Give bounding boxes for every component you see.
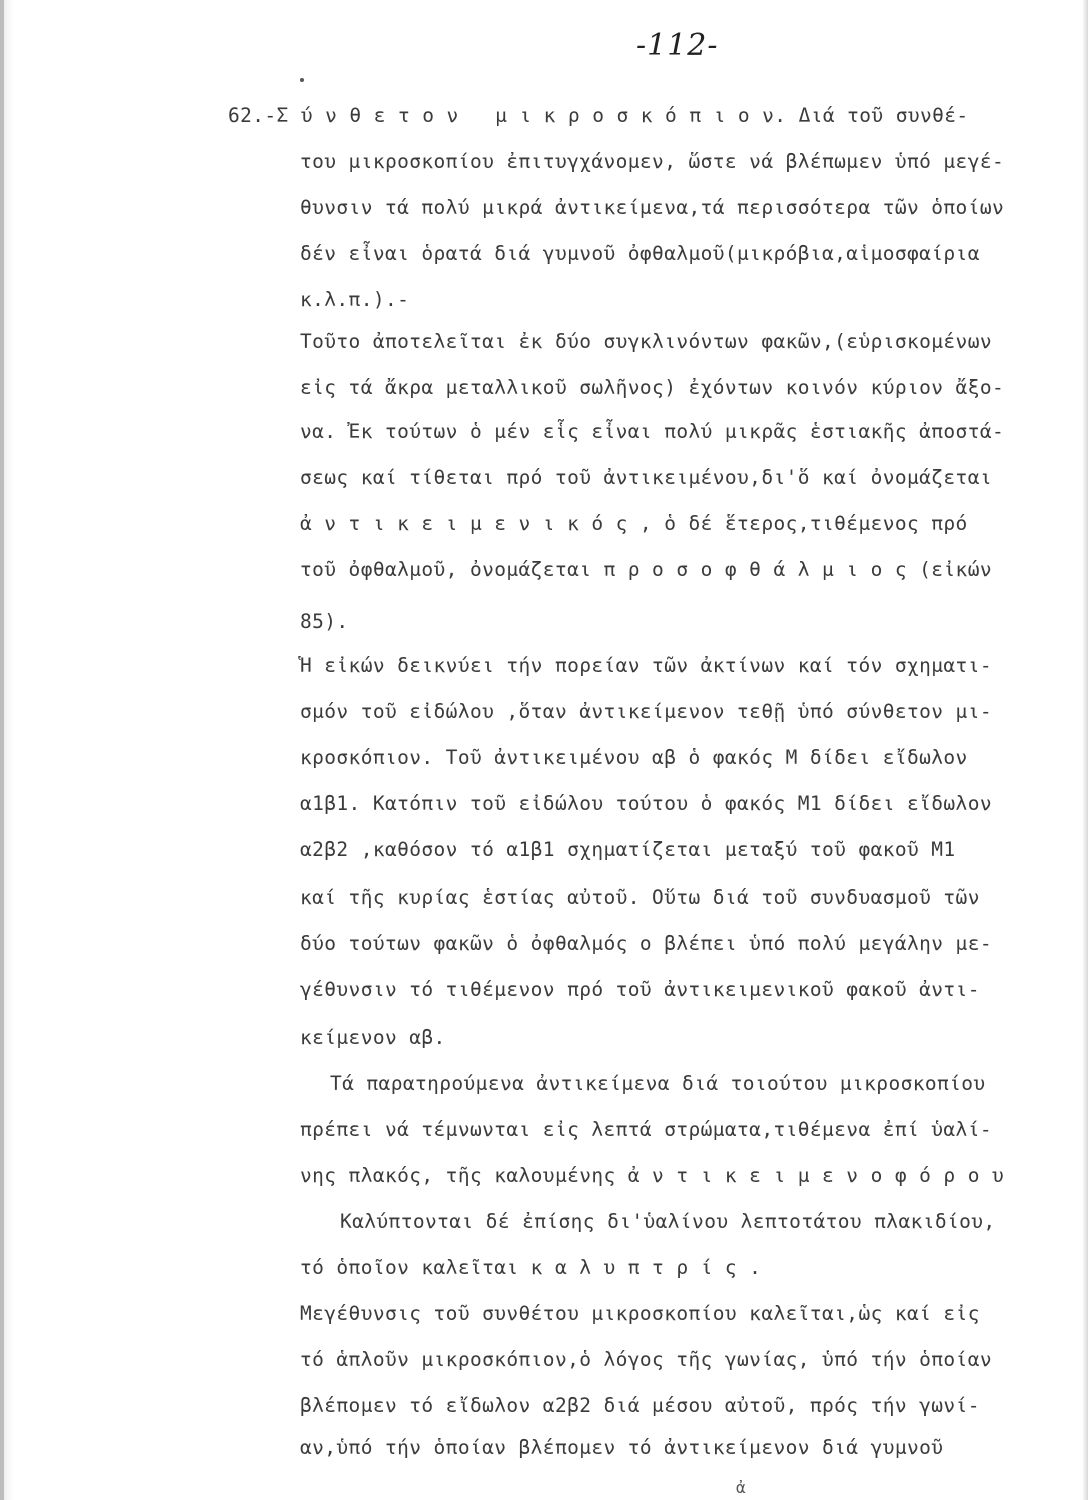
text-line-23: πρέπει νά τέμνωνται εἰς λεπτά στρώματα,τιθέμενα ἐπί ὑαλί-: [300, 1118, 992, 1141]
text-line-7: εἰς τά ἄκρα μεταλλικοῦ σωλῆνος) ἐχόντων κοινόν κύριον ἄξο-: [300, 376, 1005, 399]
text-line-6: Τοῦτο ἀποτελεῖται ἐκ δύο συγκλινόντων φακῶν,(εὑρισκομένων: [300, 330, 992, 353]
bottom-ink-mark: ἀ: [736, 1478, 746, 1497]
text-line-5: κ.λ.π.).-: [300, 288, 410, 311]
text-line-2: του μικροσκοπίου ἐπιτυγχάνομεν, ὥστε νά βλέπωμεν ὑπό μεγέ-: [300, 150, 1005, 173]
text-line-4: δέν εἶναι ὁρατά διά γυμνοῦ ὀφθαλμοῦ(μικρόβια,αἱμοσφαίρια: [300, 242, 980, 265]
text-line-27: Μεγέθυνσις τοῦ συνθέτου μικροσκοπίου καλεῖται,ὡς καί εἰς: [300, 1302, 980, 1325]
text-line-24: νης πλακός, τῆς καλουμένης ἀ ν τ ι κ ε ι μ ε ν ο φ ό ρ ο υ: [300, 1164, 1005, 1187]
text-line-20: γέθυνσιν τό τιθέμενον πρό τοῦ ἀντικειμενικοῦ φακοῦ ἀντι-: [300, 978, 980, 1001]
text-line-15: κροσκόπιον. Τοῦ ἀντικειμένου αβ ὁ φακός Μ δίδει εἴδωλον: [300, 746, 968, 769]
text-line-30: αν,ὑπό τήν ὁποίαν βλέπομεν τό ἀντικείμενον διά γυμνοῦ: [300, 1436, 944, 1459]
text-line-14: σμόν τοῦ εἰδώλου ,ὅταν ἀντικείμενον τεθῇ ὑπό σύνθετον μι-: [300, 700, 992, 723]
text-line-21: κείμενον αβ.: [300, 1026, 446, 1049]
text-line-29: βλέπομεν τό εἴδωλον α2β2 διά μέσου αὐτοῦ, πρός τήν γωνί-: [300, 1394, 980, 1417]
text-line-28: τό ἁπλοῦν μικροσκόπιον,ὁ λόγος τῆς γωνίας, ὑπό τήν ὁποίαν: [300, 1348, 992, 1371]
text-line-12: 85).: [300, 610, 349, 633]
text-line-26: τό ὁποῖον καλεῖται κ α λ υ π τ ρ ί ς .: [300, 1256, 762, 1279]
text-line-25: Καλύπτονται δέ ἐπίσης δι'ὑαλίνου λεπτοτάτου πλακιδίου,: [340, 1210, 996, 1233]
text-line-3: θυνσιν τά πολύ μικρά ἀντικείμενα,τά περισσότερα τῶν ὁποίων: [300, 196, 1005, 219]
text-line-9: σεως καί τίθεται πρό τοῦ ἀντικειμένου,δι'ὅ καί ὀνομάζεται: [300, 466, 992, 489]
text-line-19: δύο τούτων φακῶν ὁ ὀφθαλμός ο βλέπει ὑπό πολύ μεγάλην με-: [300, 932, 992, 955]
text-line-13: Ἡ εἰκών δεικνύει τήν πορείαν τῶν ἀκτίνων καί τόν σχηματι-: [300, 654, 992, 677]
text-line-17: α2β2 ,καθόσον τό α1β1 σχηματίζεται μεταξύ τοῦ φακοῦ Μ1: [300, 838, 956, 861]
text-line-8: να. Ἐκ τούτων ὁ μέν εἷς εἶναι πολύ μικρᾶς ἑστιακῆς ἀποστά-: [300, 420, 1005, 443]
text-line-1: 62.-Σ ύ ν θ ε τ ο ν μ ι κ ρ ο σ κ ό π ι ο ν. Διά τοῦ συνθέ-: [228, 104, 969, 127]
text-line-16: α1β1. Κατόπιν τοῦ εἰδώλου τούτου ὁ φακός Μ1 δίδει εἴδωλον: [300, 792, 992, 815]
text-line-22: Τά παρατηρούμενα ἀντικείμενα διά τοιούτου μικροσκοπίου: [330, 1072, 986, 1095]
text-line-10: ἀ ν τ ι κ ε ι μ ε ν ι κ ό ς , ὁ δέ ἕτερος,τιθέμενος πρό: [300, 512, 968, 535]
text-line-11: τοῦ ὀφθαλμοῦ, ὀνομάζεται π ρ ο σ ο φ θ ά λ μ ι ο ς (εἰκών: [300, 558, 992, 581]
text-line-18: καί τῆς κυρίας ἑστίας αὐτοῦ. Οὕτω διά τοῦ συνδυασμοῦ τῶν: [300, 886, 980, 909]
page-number: -112-: [636, 28, 719, 63]
